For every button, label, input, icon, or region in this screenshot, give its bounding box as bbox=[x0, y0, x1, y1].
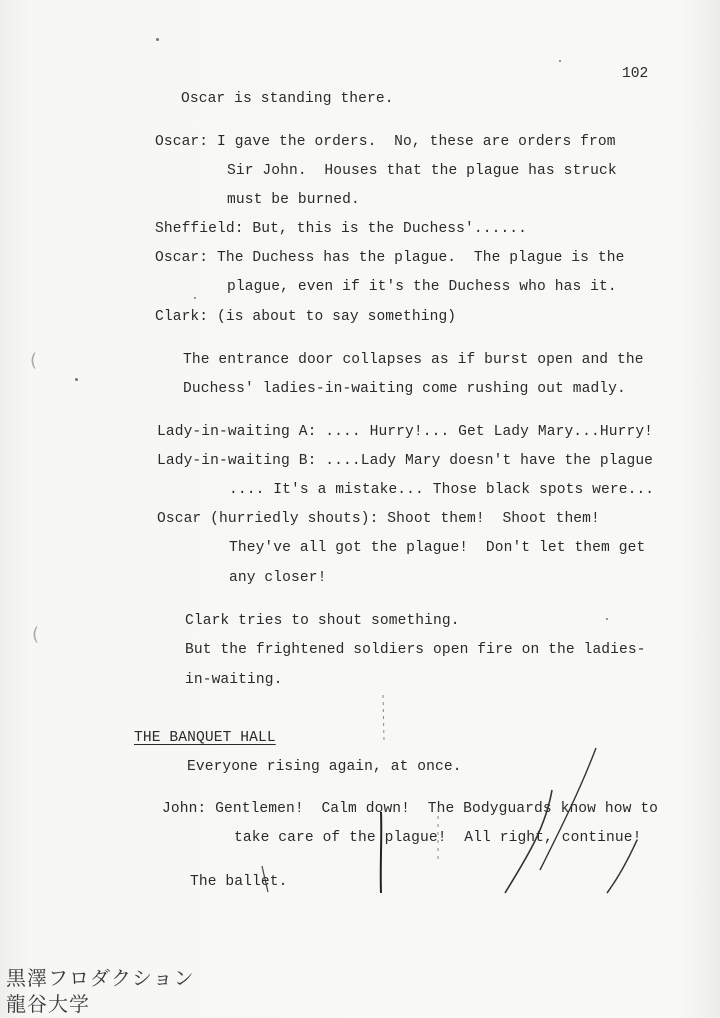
ink-speck bbox=[75, 378, 78, 381]
stage-direction: But the frightened soldiers open fire on the ladies- bbox=[185, 642, 646, 658]
dialogue-line: must be burned. bbox=[227, 192, 360, 208]
ink-speck bbox=[194, 297, 196, 299]
stage-direction: Oscar is standing there. bbox=[181, 91, 394, 107]
dialogue-line: any closer! bbox=[229, 570, 327, 586]
dialogue-line: Lady-in-waiting B: ....Lady Mary doesn't have the plague bbox=[157, 453, 654, 469]
dialogue-line: take care of the plague! All right, continue! bbox=[234, 830, 642, 846]
dialogue-line: John: Gentlemen! Calm down! The Bodyguards know how to bbox=[162, 801, 659, 817]
page-number: 102 bbox=[622, 66, 649, 82]
dialogue-line: Lady-in-waiting A: .... Hurry!... Get Lady Mary...Hurry! bbox=[157, 424, 654, 440]
hole-punch-mark: ( bbox=[32, 624, 40, 645]
dialogue-line: Oscar (hurriedly shouts): Shoot them! Shoot them! bbox=[157, 511, 600, 527]
dialogue-line: Oscar: I gave the orders. No, these are orders from bbox=[155, 134, 616, 150]
hole-punch-mark: ( bbox=[30, 350, 38, 371]
dialogue-line: They've all got the plague! Don't let them get bbox=[229, 540, 646, 556]
dialogue-line: Clark: (is about to say something) bbox=[155, 309, 457, 325]
dialogue-line: Oscar: The Duchess has the plague. The plague is the bbox=[155, 250, 625, 266]
ink-speck bbox=[606, 618, 608, 620]
ink-speck bbox=[156, 38, 159, 41]
stage-direction: The ballet. bbox=[190, 874, 288, 890]
stage-direction: in-waiting. bbox=[185, 672, 283, 688]
stage-direction: Everyone rising again, at once. bbox=[187, 759, 462, 775]
scene-heading: THE BANQUET HALL bbox=[134, 730, 276, 746]
dialogue-line: Sheffield: But, this is the Duchess'...... bbox=[155, 221, 528, 237]
dialogue-line: Sir John. Houses that the plague has struck bbox=[227, 163, 617, 179]
stage-direction: Duchess' ladies-in-waiting come rushing out madly. bbox=[183, 381, 626, 397]
stage-direction: Clark tries to shout something. bbox=[185, 613, 460, 629]
dialogue-line: plague, even if it's the Duchess who has it. bbox=[227, 279, 617, 295]
dialogue-line: .... It's a mistake... Those black spots were... bbox=[229, 482, 655, 498]
ink-speck bbox=[559, 60, 561, 62]
watermark-line-1: 黒澤フロダクション bbox=[6, 966, 195, 990]
stage-direction: The entrance door collapses as if burst open and the bbox=[183, 352, 644, 368]
watermark-line-2: 龍谷大学 bbox=[6, 992, 90, 1016]
